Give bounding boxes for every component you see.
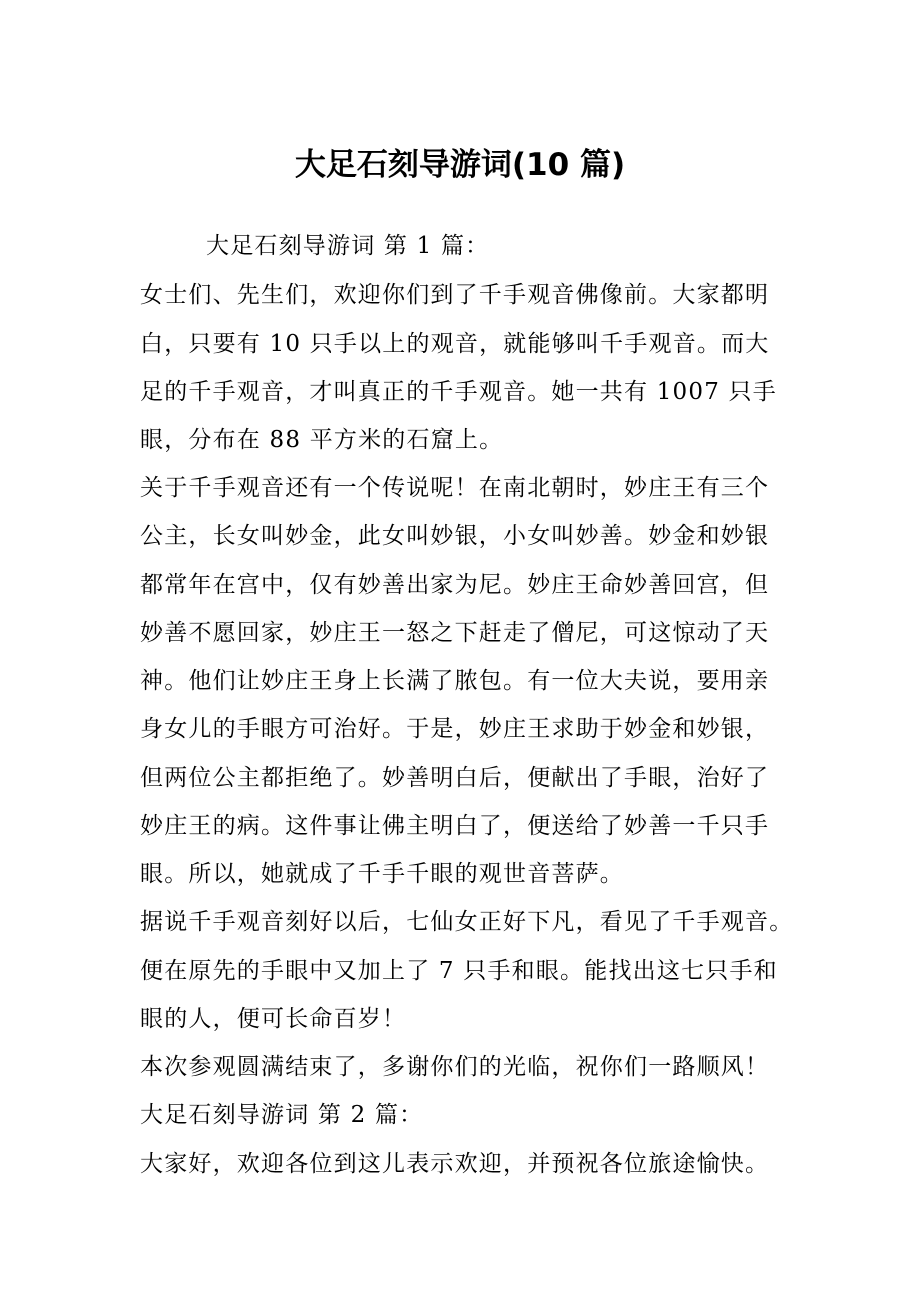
paragraph-line: 眼的人，便可长命百岁！ [140,1006,407,1032]
paragraph-line: 据说千手观音刻好以后，七仙女正好下凡，看见了千手观音。 [140,909,794,935]
paragraph-line: 关于千手观音还有一个传说呢！在南北朝时，妙庄王有三个 [140,475,770,501]
section-heading-2: 大足石刻导游词 第 2 篇： [140,1102,424,1128]
paragraph-line: 妙善不愿回家，妙庄王一怒之下赶走了僧尼，可这惊动了天 [140,620,770,646]
paragraph-line: 大家好，欢迎各位到这儿表示欢迎，并预祝各位旅途愉快。 [140,1151,770,1177]
paragraph-line: 足的千手观音，才叫真正的千手观音。她一共有 1007 只手 [140,379,777,405]
paragraph-line: 身女儿的手眼方可治好。于是，妙庄王求助于妙金和妙银， [140,716,770,742]
document-title: 大足石刻导游词(10 篇) [294,147,626,183]
paragraph-line: 便在原先的手眼中又加上了 7 只手和眼。能找出这七只手和 [140,958,778,984]
paragraph-line: 但两位公主都拒绝了。妙善明白后，便献出了手眼，治好了 [140,765,770,791]
paragraph-line: 眼。所以，她就成了千手千眼的观世音菩萨。 [140,861,624,887]
paragraph-line: 女士们、先生们，欢迎你们到了千手观音佛像前。大家都明 [140,282,770,308]
paragraph-line: 妙庄王的病。这件事让佛主明白了，便送给了妙善一千只手 [140,813,770,839]
paragraph-line: 神。他们让妙庄王身上长满了脓包。有一位大夫说，要用亲 [140,668,770,694]
section-heading-1: 大足石刻导游词 第 1 篇： [206,233,490,259]
paragraph-line: 眼，分布在 88 平方米的石窟上。 [140,427,504,453]
paragraph-line: 白，只要有 10 只手以上的观音，就能够叫千手观音。而大 [140,331,770,357]
paragraph-line: 公主，长女叫妙金，此女叫妙银，小女叫妙善。妙金和妙银 [140,523,770,549]
paragraph-line: 本次参观圆满结束了，多谢你们的光临，祝你们一路顺风！ [140,1054,770,1080]
paragraph-line: 都常年在宫中，仅有妙善出家为尼。妙庄王命妙善回宫，但 [140,572,770,598]
